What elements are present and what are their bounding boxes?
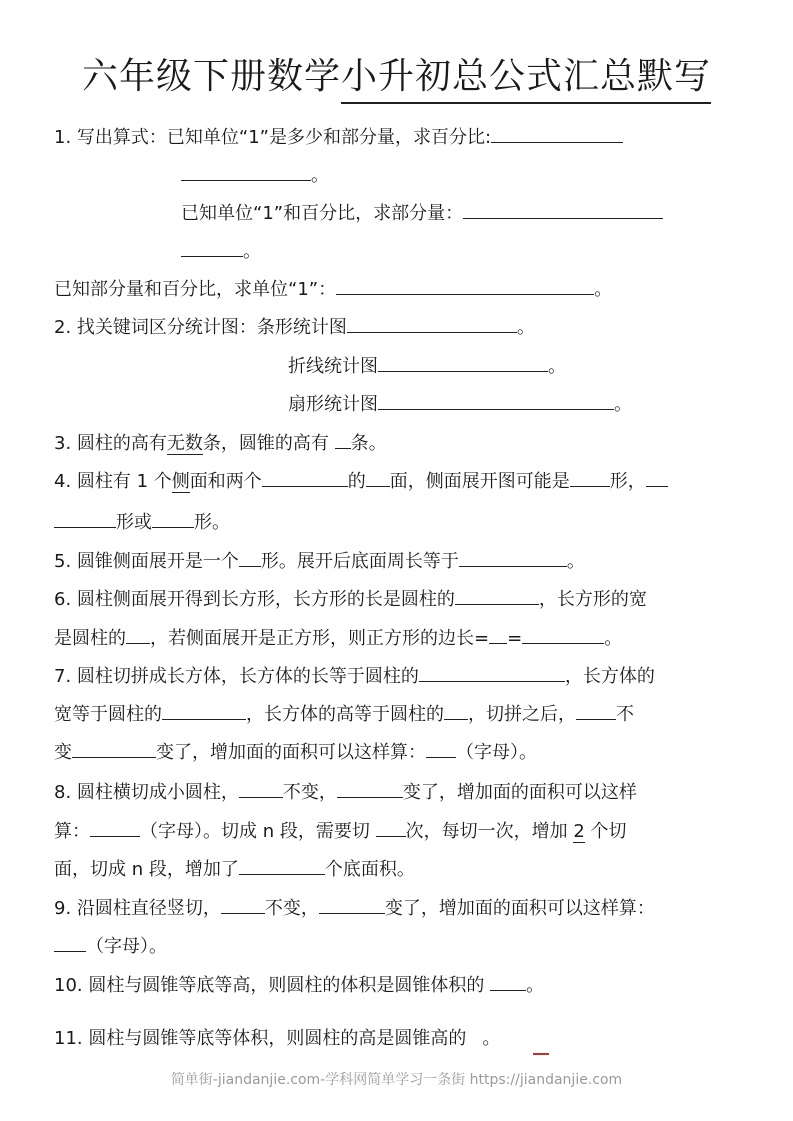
q5-blank-2[interactable]	[459, 548, 567, 567]
q6-line1	[54, 586, 647, 612]
q9-text-b: 不变，	[264, 898, 319, 919]
q7-blank-1[interactable]	[419, 663, 565, 682]
q4-line1	[54, 468, 668, 494]
q6-text-e: =	[507, 628, 523, 649]
footer-watermark: 简单街-jiandanjie.com-学科网简单学习一条街 https://jiandanjie.com	[170, 1072, 623, 1088]
q9-text-c: 变了，增加面的面积可以这样算：	[384, 898, 655, 919]
q3-line1	[54, 430, 387, 456]
q9-blank-2[interactable]	[319, 895, 385, 914]
q4-line2	[54, 509, 230, 535]
q4-blank-1[interactable]	[262, 468, 348, 487]
q7-line3	[54, 739, 537, 765]
q8-blank-4[interactable]	[376, 818, 406, 837]
q4-blank-3[interactable]	[570, 468, 610, 487]
q8-text-b: 不变，	[282, 782, 337, 803]
q8-line1	[54, 779, 637, 805]
q6-blank-2[interactable]	[126, 625, 150, 644]
q8-answer-underlined: 2	[573, 821, 585, 842]
q4-text-h: 形。	[194, 512, 230, 533]
q1-text-d: 。	[243, 241, 261, 262]
q8-blank-3[interactable]	[90, 818, 140, 837]
q8-text-f: 次，每切一次，增加	[405, 821, 574, 842]
q4-text-g: 形或	[116, 512, 152, 533]
q2-text-b: 。	[516, 317, 535, 338]
title-part2: 小升初总公式汇总默写	[341, 54, 711, 104]
q6-text-a: 6. 圆柱侧面展开得到长方形，长方形的长是圆柱的	[54, 589, 455, 610]
q9-line2	[54, 933, 167, 959]
q2-text-f: 。	[614, 394, 632, 415]
q8-text-d: 算：	[54, 821, 90, 842]
q1-line1	[54, 124, 623, 150]
q1-text-e: 已知部分量和百分比，求单位“1”：	[54, 279, 337, 300]
q2-line2	[288, 353, 566, 379]
q8-text-a: 8. 圆柱横切成小圆柱，	[54, 782, 239, 803]
q2-text-e: 扇形统计图	[288, 394, 378, 415]
q5-text-c: 。	[566, 551, 585, 572]
q1-text-f: 。	[594, 279, 613, 300]
q2-blank-pie[interactable]	[378, 391, 614, 410]
q9-blank-3[interactable]	[54, 933, 86, 952]
q1-text-a: 1. 写出算式：已知单位“1”是多少和部分量，求百分比:	[54, 127, 492, 148]
q7-blank-6[interactable]	[426, 739, 456, 758]
q8-blank-5[interactable]	[239, 856, 325, 875]
red-answer-mark	[533, 1053, 549, 1055]
q2-line3	[288, 391, 632, 417]
q2-line1	[54, 314, 535, 340]
q8-blank-1[interactable]	[239, 779, 283, 798]
q3-blank[interactable]	[335, 430, 351, 449]
q4-text-c: 面和两个	[189, 471, 262, 492]
q3-text-c: 条，圆锥的高有	[202, 433, 335, 454]
q7-blank-5[interactable]	[72, 739, 156, 758]
q1-line3	[181, 200, 663, 226]
q10-text-b: 。	[526, 975, 545, 996]
q1-line5	[54, 276, 612, 302]
q6-blank-4[interactable]	[522, 625, 604, 644]
q2-blank-bar[interactable]	[347, 314, 517, 333]
q7-text-i: （字母）。	[456, 742, 537, 763]
q6-text-f: 。	[604, 628, 623, 649]
q3-text-a: 3. 圆柱的高有	[54, 433, 167, 454]
q8-text-e: （字母）。切成 n 段，需要切	[140, 821, 376, 842]
q11-text-b: 。	[482, 1028, 501, 1049]
q8-text-j: 个底面积。	[324, 859, 415, 880]
q7-text-a: 7. 圆柱切拼成长方体，长方体的长等于圆柱的	[54, 666, 419, 687]
page-title	[0, 54, 793, 104]
q7-line1	[54, 663, 655, 689]
q11-text-a: 11. 圆柱与圆锥等底等体积，则圆柱的高是圆锥高的	[54, 1028, 467, 1049]
q1-line4	[181, 238, 261, 264]
q4-text-f: 形，	[609, 471, 646, 492]
q10-blank[interactable]	[490, 972, 526, 991]
q7-text-e: ，切拼之后，	[468, 704, 576, 725]
q10-line1	[54, 972, 544, 998]
q7-text-d: ，长方体的高等于圆柱的	[246, 704, 444, 725]
q2-text-d: 。	[548, 356, 566, 377]
q1-blank-3[interactable]	[336, 276, 594, 295]
q9-text-a: 9. 沿圆柱直径竖切，	[54, 898, 221, 919]
q4-text-a: 4. 圆柱有 1 个	[54, 471, 172, 492]
q3-text-d: 条。	[350, 433, 387, 454]
q7-text-h: 变了，增加面的面积可以这样算：	[156, 742, 426, 763]
q6-text-b: ，长方形的宽	[538, 589, 647, 610]
q8-text-c: 变了，增加面的面积可以这样	[402, 782, 637, 803]
q1-text-c: 已知单位“1”和百分比，求部分量：	[181, 203, 464, 224]
q1-blank-2[interactable]	[463, 200, 663, 219]
q8-text-h: 个切	[584, 821, 627, 842]
q1-line2	[181, 162, 329, 188]
q9-line1	[54, 895, 655, 921]
q7-blank-3[interactable]	[444, 701, 468, 720]
q4-blank-4a[interactable]	[646, 468, 668, 487]
q5-blank-1[interactable]	[239, 548, 261, 567]
q6-blank-3[interactable]	[489, 625, 507, 644]
q6-text-c: 是圆柱的	[54, 628, 126, 649]
q7-blank-4[interactable]	[576, 701, 616, 720]
q6-text-d: ，若侧面展开是正方形，则正方形的边长=	[150, 628, 490, 649]
q6-blank-1[interactable]	[455, 586, 539, 605]
q8-text-i: 面，切成 n 段，增加了	[54, 859, 239, 880]
q1-blank-1[interactable]	[491, 124, 623, 143]
q4-text-d: 的	[347, 471, 366, 492]
q6-line2	[54, 625, 622, 651]
q2-text-a: 2. 找关键词区分统计图：条形统计图	[54, 317, 347, 338]
q5-text-a: 5. 圆锥侧面展开是一个	[54, 551, 239, 572]
q4-text-e: 面，侧面展开图可能是	[389, 471, 570, 492]
title-part1: 六年级下册数学	[81, 56, 341, 97]
q7-line2	[54, 701, 634, 727]
q8-line2	[54, 818, 627, 844]
q1-blank-2b[interactable]	[181, 238, 243, 257]
q4-blank-5[interactable]	[152, 509, 194, 528]
q7-blank-2[interactable]	[162, 701, 246, 720]
q4-answer-underlined: 侧	[171, 471, 190, 492]
q2-blank-line[interactable]	[378, 353, 548, 372]
q10-text-a: 10. 圆柱与圆锥等底等高，则圆柱的体积是圆锥体积的	[54, 975, 491, 996]
q4-blank-2[interactable]	[366, 468, 390, 487]
q7-text-b: ，长方体的	[564, 666, 655, 687]
q4-blank-4b[interactable]	[54, 509, 116, 528]
q7-text-c: 宽等于圆柱的	[54, 704, 162, 725]
q9-blank-1[interactable]	[221, 895, 265, 914]
q1-blank-1b[interactable]	[181, 162, 311, 181]
q8-blank-2[interactable]	[337, 779, 403, 798]
q1-text-b: 。	[311, 165, 329, 186]
q8-line3	[54, 856, 415, 882]
q5-line1	[54, 548, 585, 574]
q7-text-f: 不	[616, 704, 634, 725]
q9-text-d: （字母）。	[86, 936, 167, 957]
q11-line1	[54, 1026, 500, 1051]
q3-answer-underlined: 无数	[166, 433, 203, 454]
q2-text-c: 折线统计图	[288, 356, 378, 377]
q5-text-b: 形。展开后底面周长等于	[260, 551, 459, 572]
q7-text-g: 变	[54, 742, 72, 763]
q11-blank[interactable]	[466, 1026, 482, 1044]
